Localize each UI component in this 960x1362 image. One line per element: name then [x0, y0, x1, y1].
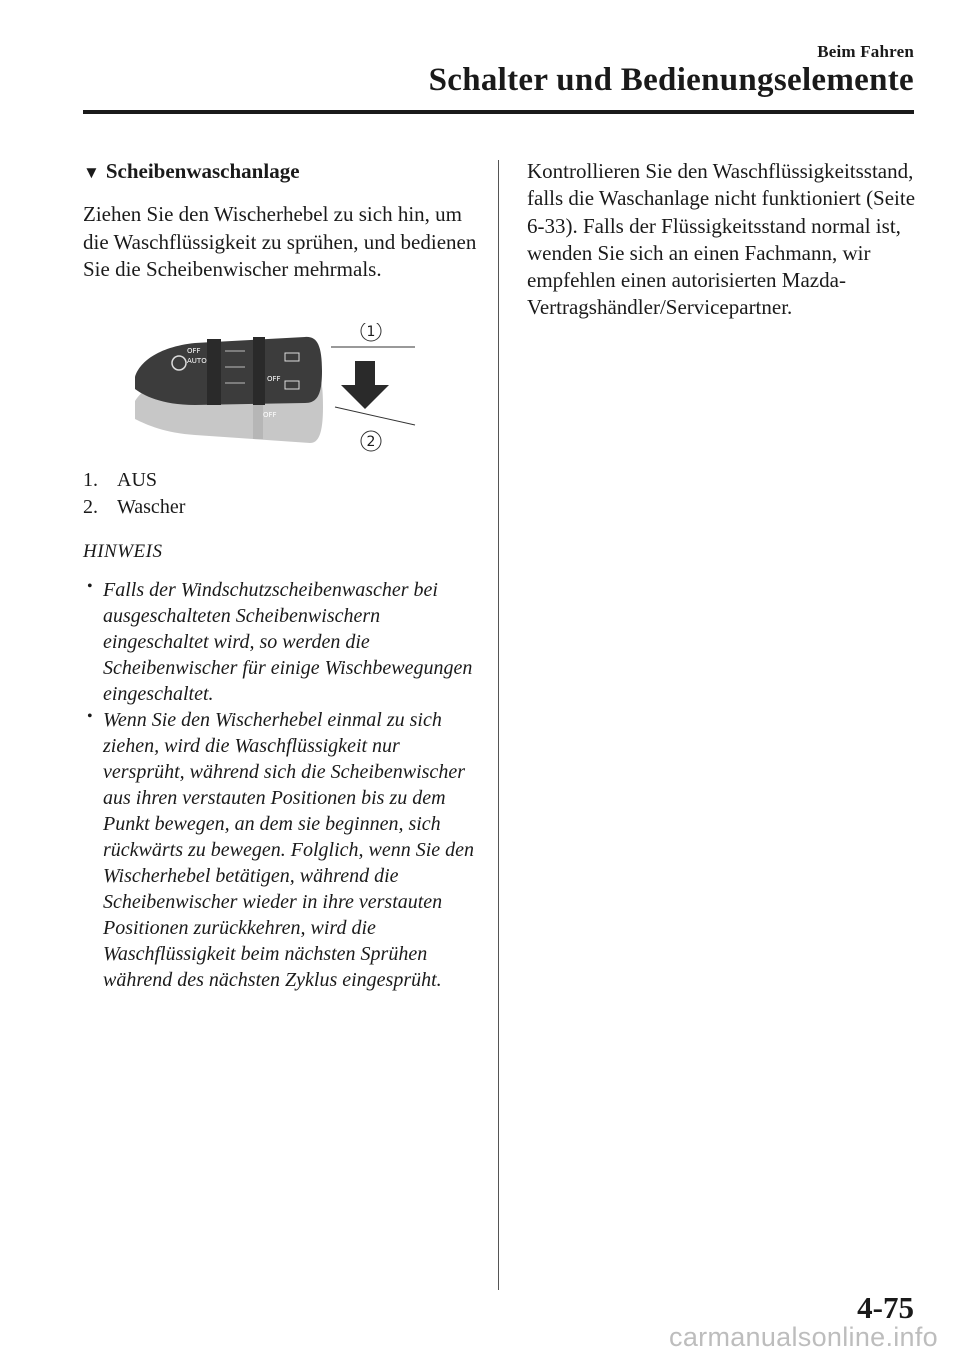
page-title: Schalter und Bedienungselemente: [428, 62, 914, 98]
lever-off-low-label: OFF: [263, 411, 277, 420]
callout-2-leader: [335, 407, 415, 425]
note-text: Wenn Sie den Wischerhebel einmal zu sich ziehen, wird die Waschflüssigkeit nur versprüht, während sich die Scheibenwischer aus ihren verstauten Positionen bis zu dem Punkt bewegen, an dem sie beginnen, sich rückwärts zu bewegen. Folglich, wenn Sie den Wischerhebel betätigen, während die Scheibenwischer wieder in ihre verstauten Positionen zurückkehren, wird die Waschflüssigkeit beim nächsten Sprühen während des nächsten Zyklus eingesprüht.: [103, 709, 475, 992]
note-list: [83, 577, 478, 993]
legend-item: [83, 467, 478, 494]
bullet-icon: •: [87, 708, 93, 726]
page-number: 4-75: [857, 1290, 914, 1325]
legend-item: [83, 494, 478, 521]
header-rule: [83, 110, 914, 114]
callout-2-number: 2: [366, 434, 376, 451]
section-label: Beim Fahren: [817, 42, 914, 61]
triangle-marker-icon: ▼: [83, 163, 100, 182]
legend-number: 2.: [83, 496, 98, 519]
right-column-paragraph: Kontrollieren Sie den Waschflüssigkeitsstand, falls die Waschanlage nicht funktioniert (Seite 6-33). Falls der Flüssigkeitsstand normal ist, wenden Sie sich an einen Fachmann, wir empfehlen einen autorisierten Mazda-Vertragshändler/Servicepartner.: [527, 159, 916, 320]
intro-paragraph: Ziehen Sie den Wischerhebel zu sich hin, um die Waschflüssigkeit zu sprühen, und bedienen Sie die Scheibenwischer mehrmals.: [83, 202, 477, 281]
pull-arrow-icon: [341, 361, 389, 409]
bullet-icon: •: [87, 578, 93, 596]
legend-text: Wascher: [117, 496, 186, 519]
callout-1-number: 1: [366, 324, 376, 341]
lever-off-mid-label: OFF: [267, 375, 281, 384]
column-divider: [498, 160, 499, 1290]
wiper-lever-figure: [135, 323, 475, 453]
note-text: Falls der Windschutzscheibenwascher bei ausgeschalteten Scheibenwischern eingeschaltet wird, so werden die Scheibenwischer für einige Wischbewegungen eingeschaltet.: [103, 579, 473, 706]
note-item: [83, 707, 478, 993]
section-heading: [83, 158, 478, 185]
lever-auto-label: AUTO: [187, 357, 207, 366]
legend-number: 1.: [83, 469, 98, 492]
watermark: carmanualsonline.info: [669, 1322, 938, 1352]
right-column: [527, 158, 917, 322]
section-heading-text: Scheibenwaschanlage: [105, 159, 300, 183]
legend-text: AUS: [117, 469, 158, 492]
figure-legend: [83, 467, 478, 521]
wiper-lever-illustration: [135, 323, 475, 453]
left-column: [83, 158, 478, 993]
note-label: HINWEIS: [83, 541, 163, 563]
lever-off-top-label: OFF: [187, 347, 201, 356]
note-item: [83, 577, 478, 707]
lever-main-position: [135, 337, 322, 405]
